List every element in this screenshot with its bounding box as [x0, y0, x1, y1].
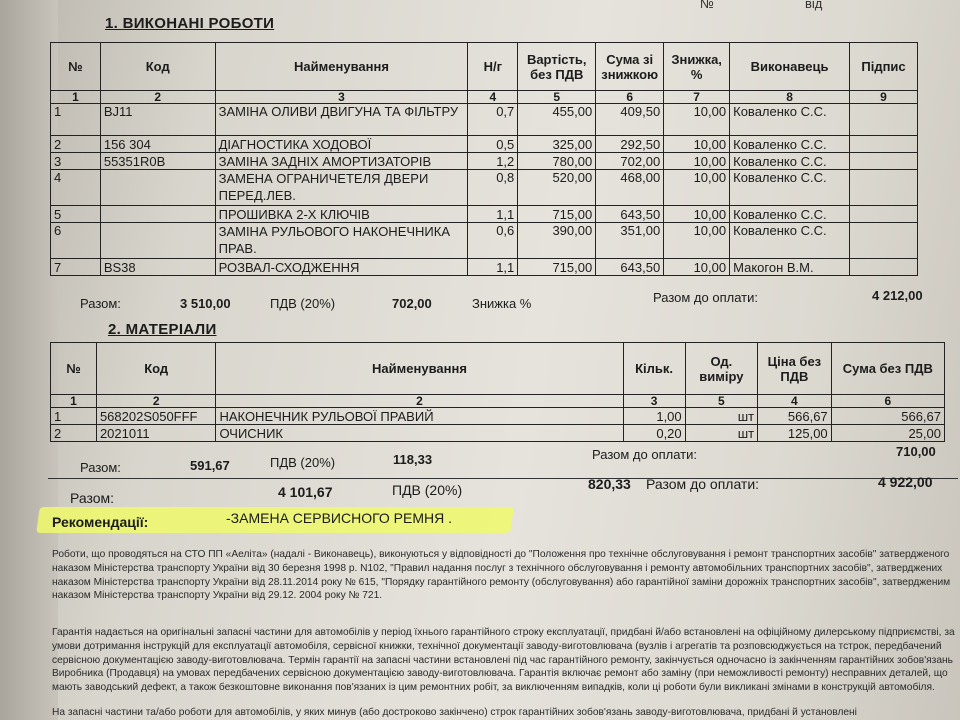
grand-pay-value: 4 922,00 — [878, 474, 933, 490]
terms-paragraph-2 — [52, 626, 960, 695]
row-name: ЗАМЕНА ОГРАНИЧЕТЕЛЯ ДВЕРИ ПЕРЕД.ЛЕВ. — [215, 170, 468, 206]
mat-col-price-header: Ціна без ПДВ — [758, 343, 832, 395]
mat-row-qty: 1,00 — [623, 408, 685, 425]
row-discount: 10,00 — [664, 259, 730, 276]
col-name-header: Найменування — [215, 43, 468, 91]
row-no: 6 — [51, 223, 101, 259]
row-sum: 643,50 — [596, 259, 664, 276]
mat-row-sum: 25,00 — [831, 425, 944, 442]
colnum: 5 — [685, 395, 757, 408]
works-sum-label: Разом: — [80, 296, 121, 311]
row-discount: 10,00 — [664, 104, 730, 136]
table-row — [51, 425, 945, 442]
mat-row-sum: 566,67 — [831, 408, 944, 425]
works-header-row — [51, 43, 918, 91]
colnum: 5 — [518, 91, 596, 104]
col-sign-header: Підпис — [850, 43, 918, 91]
colnum: 1 — [51, 91, 101, 104]
row-nh: 0,7 — [468, 104, 518, 136]
row-name: РОЗВАЛ-СХОДЖЕННЯ — [215, 259, 468, 276]
colnum: 2 — [216, 395, 623, 408]
row-signature — [850, 259, 918, 276]
row-nh: 1,2 — [468, 153, 518, 170]
row-price: 390,00 — [518, 223, 596, 259]
recommendations-value: -ЗАМЕНА СЕРВИСНОГО РЕМНЯ . — [226, 510, 453, 526]
terms-text-1: Роботи, що проводяться на СТО ПП «Аеліта» (надалі - Виконавець), виконуються у відповідності до "Положення про технічне обслуговування і ремонт транспортних засобів" затвердженого наказом Міністерства транспорту України від 30 березня 1998 р. N102, "Правил надання послуг з технічного обслуговування і ремонту автомобільних транспортних засобів", затверджених наказом Міністерства транспорту України від 28.11.2014 року № 615, "Порядку гарантійного ремонту (обслуговування) або гарантійної заміни дорожніх транспортних засобів", затвердженим наказом Міністерства транспорту України від 29.12. 2004 року № 721. — [52, 549, 951, 602]
row-price: 715,00 — [518, 206, 596, 223]
table-row — [51, 170, 918, 206]
col-sum-header: Сума зі знижкою — [596, 43, 664, 91]
table-row — [51, 104, 918, 136]
col-nh-header: Н/г — [468, 43, 518, 91]
row-code — [100, 223, 215, 259]
table-row — [51, 223, 918, 259]
table-row — [51, 259, 918, 276]
grand-sum-label: Разом: — [70, 490, 115, 506]
materials-pay-value: 710,00 — [896, 444, 936, 459]
table-row — [51, 136, 918, 153]
row-name: ДІАГНОСТИКА ХОДОВОЇ — [215, 136, 468, 153]
row-code: 156 304 — [100, 136, 215, 153]
table-row — [51, 408, 945, 425]
row-executor: Коваленко С.С. — [730, 206, 850, 223]
row-discount: 10,00 — [664, 153, 730, 170]
row-executor: Коваленко С.С. — [730, 136, 850, 153]
mat-col-sum-header: Сума без ПДВ — [831, 343, 944, 395]
grand-vat-value: 820,33 — [588, 476, 631, 492]
col-no-header: № — [51, 43, 101, 91]
row-sum: 292,50 — [596, 136, 664, 153]
row-sum: 643,50 — [596, 206, 664, 223]
recommendations-label: Рекомендації: — [52, 514, 149, 530]
mat-col-code-header: Код — [96, 343, 216, 395]
works-discount-label: Знижка % — [472, 296, 532, 311]
materials-header-row — [51, 343, 945, 395]
row-name: ПРОШИВКА 2-Х КЛЮЧІВ — [215, 206, 468, 223]
mat-col-unit-header: Од. виміру — [685, 343, 757, 395]
mat-row-no: 2 — [51, 425, 97, 442]
row-executor: Макогон В.М. — [730, 259, 850, 276]
row-name: ЗАМІНА ОЛИВИ ДВИГУНА ТА ФІЛЬТРУ — [215, 104, 468, 136]
grand-pay-label: Разом до оплати: — [646, 476, 760, 492]
row-no: 2 — [51, 136, 101, 153]
works-pay-value: 4 212,00 — [872, 288, 923, 303]
colnum: 7 — [664, 91, 730, 104]
row-nh: 0,5 — [468, 136, 518, 153]
works-table — [50, 42, 918, 276]
grand-sum-value: 4 101,67 — [278, 484, 333, 500]
top-date-label: від — [805, 0, 823, 11]
colnum: 4 — [758, 395, 832, 408]
mat-row-code: 2021011 — [96, 425, 216, 442]
row-code: 55351R0B — [100, 153, 215, 170]
mat-col-name-header: Найменування — [216, 343, 623, 395]
row-price: 455,00 — [518, 104, 596, 136]
mat-row-qty: 0,20 — [623, 425, 685, 442]
row-code — [100, 206, 215, 223]
works-pay-label: Разом до оплати: — [653, 290, 758, 305]
section-divider — [48, 478, 958, 479]
materials-sum-label: Разом: — [80, 460, 121, 475]
works-colnum-row — [51, 91, 918, 104]
colnum: 4 — [468, 91, 518, 104]
mat-col-no-header: № — [51, 343, 97, 395]
mat-row-price: 566,67 — [758, 408, 832, 425]
row-nh: 0,6 — [468, 223, 518, 259]
mat-row-no: 1 — [51, 408, 97, 425]
row-code — [100, 170, 215, 206]
terms-paragraph-1 — [52, 548, 960, 603]
row-nh: 0,8 — [468, 170, 518, 206]
row-discount: 10,00 — [664, 136, 730, 153]
mat-row-name: НАКОНЕЧНИК РУЛЬОВОЇ ПРАВИЙ — [216, 408, 623, 425]
row-nh: 1,1 — [468, 259, 518, 276]
colnum: 2 — [100, 91, 215, 104]
colnum: 1 — [51, 395, 97, 408]
row-nh: 1,1 — [468, 206, 518, 223]
row-signature — [850, 206, 918, 223]
row-price: 325,00 — [518, 136, 596, 153]
row-no: 7 — [51, 259, 101, 276]
row-sum: 351,00 — [596, 223, 664, 259]
top-number-label: № — [700, 0, 714, 11]
row-signature — [850, 153, 918, 170]
row-sum: 409,50 — [596, 104, 664, 136]
colnum: 3 — [215, 91, 468, 104]
materials-pay-label: Разом до оплати: — [592, 447, 697, 462]
row-executor: Коваленко С.С. — [730, 223, 850, 259]
materials-vat-label: ПДВ (20%) — [270, 455, 336, 470]
row-discount: 10,00 — [664, 206, 730, 223]
mat-row-price: 125,00 — [758, 425, 832, 442]
colnum: 6 — [831, 395, 944, 408]
mat-col-qty-header: Кільк. — [623, 343, 685, 395]
row-name: ЗАМІНА РУЛЬОВОГО НАКОНЕЧНИКА ПРАВ. — [215, 223, 468, 259]
row-executor: Коваленко С.С. — [730, 170, 850, 206]
row-price: 715,00 — [518, 259, 596, 276]
materials-vat-value: 118,33 — [393, 452, 433, 467]
works-vat-value: 702,00 — [392, 296, 432, 311]
mat-row-name: ОЧИСНИК — [216, 425, 623, 442]
col-disc-header: Знижка, % — [664, 43, 730, 91]
row-code: BS38 — [100, 259, 215, 276]
materials-sum-value: 591,67 — [190, 458, 230, 473]
terms-text-2: Гарантія надається на оригінальні запасні частини для автомобілів у період їхнього гарантійного строку експлуатації, придбані й/або встановлені на офіційному дилерському підприємстві, за умови дотримання інструкцій для експлуатації автомобіля, сервісної книжки, технічної документації заводу-виготовлювача (вузлів і агрегатів та розповсюджується на тстрок, передбачений сервісною документацією заводу-виготовлювача. Термін гарантії на запасні частини встановлені під час гарантійного ремонту, закінчується одночасно із закінченням гарантійних зобов'язань Виробника (Продавця) на умовах передбачених сервісною документацією заводу-виготовлювача. Гарантія включає ремонт або заміну (при неможливості ремонту) несправних деталей, що мають заводський дефект, а також безкоштовне виконання пов'язаних із цим ремонтних робіт, за виключенням випадків, коли ці роботи були викликані змінами в конструкцій автомобіля. — [52, 627, 955, 694]
table-row — [51, 206, 918, 223]
works-sum-value: 3 510,00 — [180, 296, 231, 311]
row-signature — [850, 136, 918, 153]
terms-text-3: На запасні частини та/або роботи для автомобілів, у яких минув (або достроково закінчено) строк гарантійних зобов'язань заводу-виготовлювача, придбані й установлені — [52, 707, 857, 718]
colnum: 2 — [96, 395, 216, 408]
row-executor: Коваленко С.С. — [730, 153, 850, 170]
row-sum: 702,00 — [596, 153, 664, 170]
row-signature — [850, 170, 918, 206]
section1-title: 1. ВИКОНАНІ РОБОТИ — [105, 15, 275, 32]
mat-row-code: 568202S050FFF — [96, 408, 216, 425]
row-code: BJ11 — [100, 104, 215, 136]
colnum: 6 — [596, 91, 664, 104]
mat-row-unit: шт — [685, 408, 757, 425]
row-price: 780,00 — [518, 153, 596, 170]
row-signature — [850, 104, 918, 136]
row-name: ЗАМІНА ЗАДНІХ АМОРТИЗАТОРІВ — [215, 153, 468, 170]
materials-colnum-row — [51, 395, 945, 408]
row-executor: Коваленко С.С. — [730, 104, 850, 136]
terms-paragraph-3 — [52, 706, 960, 720]
row-no: 1 — [51, 104, 101, 136]
colnum: 8 — [730, 91, 850, 104]
row-signature — [850, 223, 918, 259]
section2-title: 2. МАТЕРІАЛИ — [108, 321, 217, 338]
colnum: 3 — [623, 395, 685, 408]
row-no: 3 — [51, 153, 101, 170]
table-row — [51, 153, 918, 170]
mat-row-unit: шт — [685, 425, 757, 442]
col-exec-header: Виконавець — [730, 43, 850, 91]
colnum: 9 — [850, 91, 918, 104]
row-price: 520,00 — [518, 170, 596, 206]
works-vat-label: ПДВ (20%) — [270, 296, 336, 311]
row-sum: 468,00 — [596, 170, 664, 206]
materials-table — [50, 342, 945, 442]
grand-vat-label: ПДВ (20%) — [392, 482, 463, 498]
col-code-header: Код — [100, 43, 215, 91]
row-no: 5 — [51, 206, 101, 223]
col-price-header: Вартість, без ПДВ — [518, 43, 596, 91]
row-no: 4 — [51, 170, 101, 206]
row-discount: 10,00 — [664, 170, 730, 206]
row-discount: 10,00 — [664, 223, 730, 259]
